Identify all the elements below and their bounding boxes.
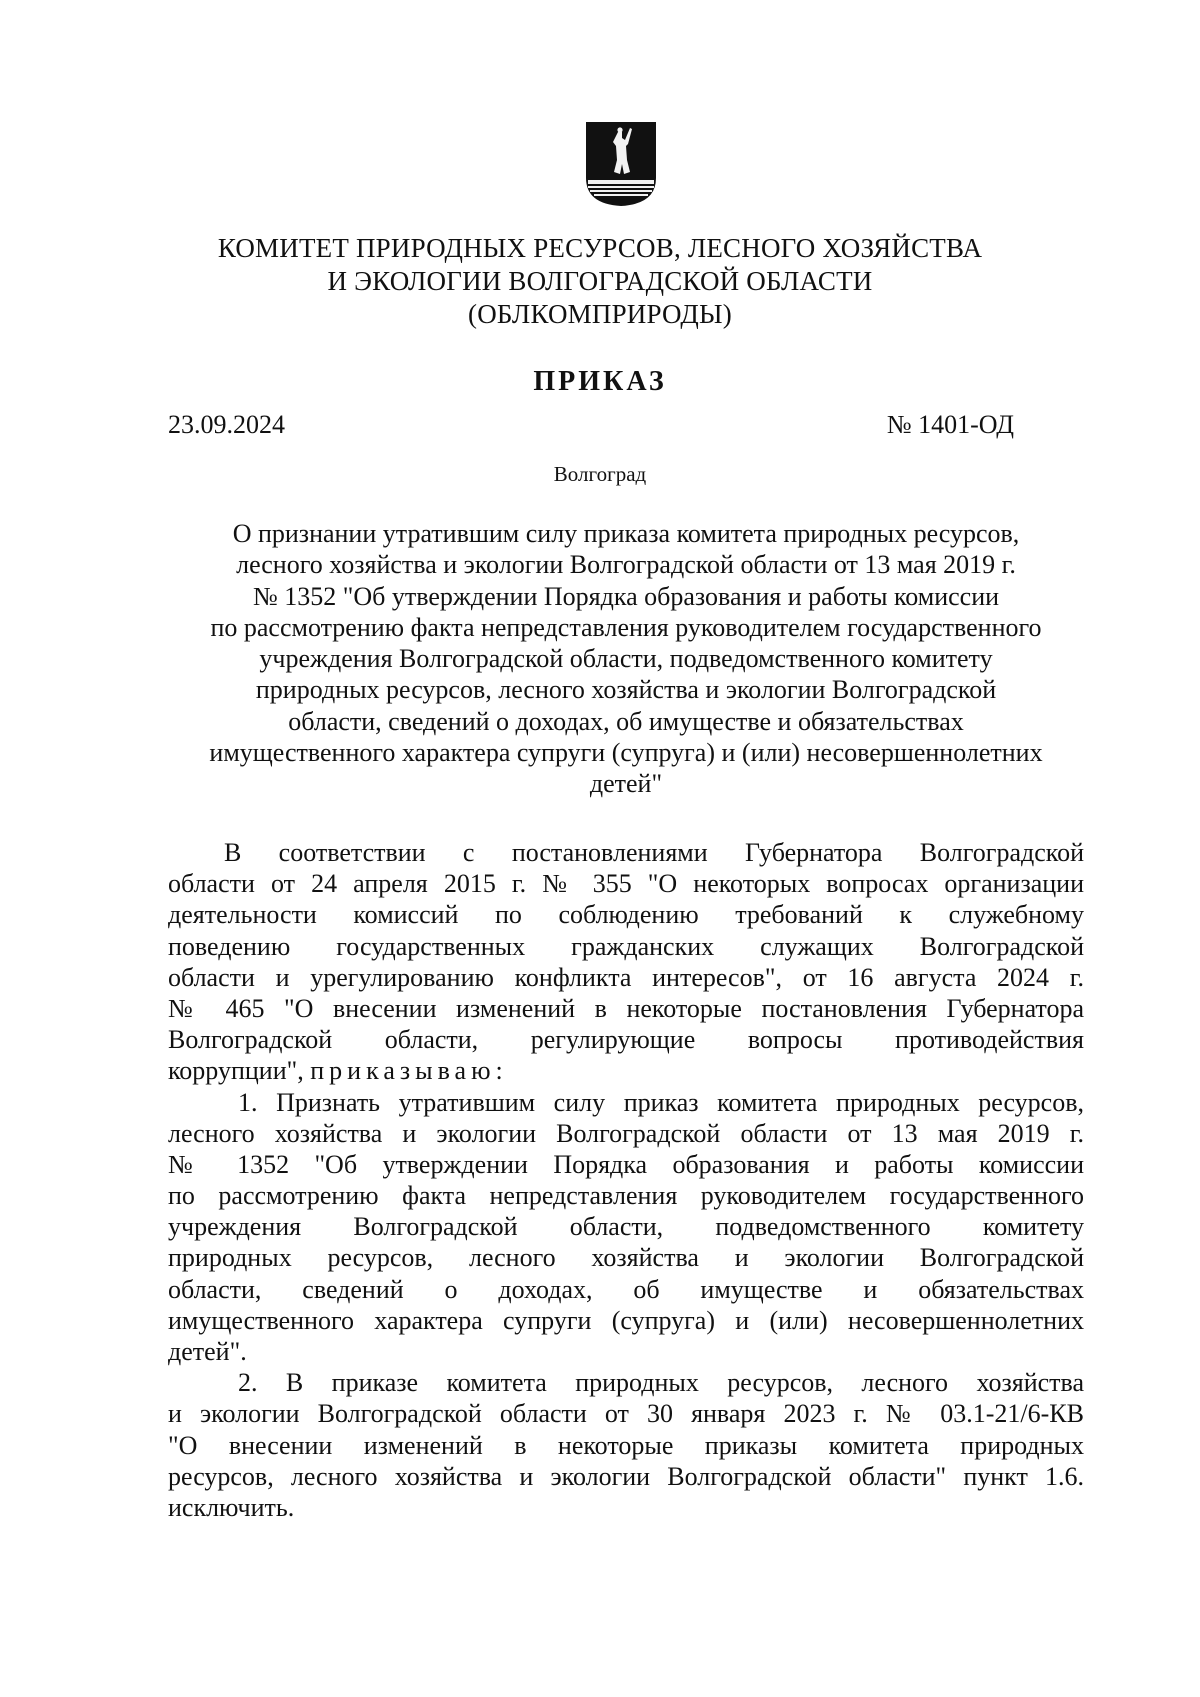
preamble-line: области от 24 апреля 2015 г. № 355 "О некоторых вопросах организации [168,869,1084,899]
subject-line: природных ресурсов, лесного хозяйства и экологии Волгоградской [255,675,997,705]
subject-line: детей" [589,769,663,799]
order-word: приказываю: [310,1056,508,1086]
document-date: 23.09.2024 [168,410,285,439]
organization-header [180,232,1020,331]
preamble-paragraph [168,837,1084,1087]
document-number: № 1401-ОД [886,410,1014,439]
subject-line: по рассмотрению факта непредставления руководителем государственного [210,612,1042,642]
subject-line: № 1352 "Об утверждении Порядка образования и работы комиссии [252,581,1000,611]
preamble-line: области и урегулированию конфликта интересов", от 16 августа 2024 г. [168,962,1084,992]
org-line-2: И ЭКОЛОГИИ ВОЛГОГРАДСКОЙ ОБЛАСТИ [327,266,873,296]
preamble-line: поведению государственных гражданских служащих Волгоградской [168,931,1084,961]
org-line-3: (ОБЛКОМПРИРОДЫ) [468,299,732,329]
item-line: детей". [168,1337,247,1366]
subject-line: лесного хозяйства и экологии Волгоградской области от 13 мая 2019 г. [236,550,1016,580]
document-subject [168,518,1084,800]
subject-line: области, сведений о доходах, об имуществе и обязательствах [288,706,964,736]
preamble-line: № 465 "О внесении изменений в некоторые постановления Губернатора [168,993,1084,1023]
org-line-1: КОМИТЕТ ПРИРОДНЫХ РЕСУРСОВ, ЛЕСНОГО ХОЗЯЙСТВА [217,233,983,263]
document-city: Волгоград [553,462,647,486]
preamble-last-line [168,1055,1084,1086]
volgograd-coat-of-arms-icon [584,120,658,208]
item-line: № 1352 "Об утверждении Порядка образования и работы комиссии [168,1149,1084,1179]
document-body [168,837,1084,1523]
item-line: учреждения Волгоградской области, подведомственного комитету [168,1212,1084,1242]
preamble-line: В соответствии с постановлениями Губернатора Волгоградской [224,838,1084,867]
item-line: исключить. [168,1492,295,1522]
subject-line: учреждения Волгоградской области, подведомственного комитету [259,644,993,674]
item-line: лесного хозяйства и экологии Волгоградской области от 13 мая 2019 г. [168,1118,1084,1148]
item-line: природных ресурсов, лесного хозяйства и экологии Волгоградской [168,1243,1084,1273]
item-line: ресурсов, лесного хозяйства и экологии Волгоградской области" пункт 1.6. [168,1461,1084,1491]
item-line: области, сведений о доходах, об имуществе и обязательствах [168,1274,1084,1304]
item-line: и экологии Волгоградской области от 30 января 2023 г. № 03.1-21/6-КВ [168,1399,1084,1429]
preamble-line: Волгоградской области, регулирующие вопросы противодействия [168,1025,1084,1055]
item-2-paragraph [168,1367,1084,1523]
preamble-line-start: коррупции", [168,1056,304,1086]
item-line: 1. Признать утратившим силу приказ комитета природных ресурсов, [238,1087,1084,1117]
item-line: по рассмотрению факта непредставления руководителем государственного [168,1181,1084,1211]
item-line: имущественного характера супруги (супруга) и (или) несовершеннолетних [168,1305,1084,1335]
item-line: 2. В приказе комитета природных ресурсов, лесного хозяйства [238,1368,1084,1398]
subject-line: имущественного характера супруги (супруга) и (или) несовершеннолетних [209,738,1043,768]
subject-line: О признании утратившим силу приказа комитета природных ресурсов, [232,519,1020,548]
item-line: "О внесении изменений в некоторые приказы комитета природных [168,1430,1084,1460]
document-type: ПРИКАЗ [533,366,667,397]
preamble-line: деятельности комиссий по соблюдению требований к служебному [168,900,1084,930]
item-1-paragraph [168,1087,1084,1368]
